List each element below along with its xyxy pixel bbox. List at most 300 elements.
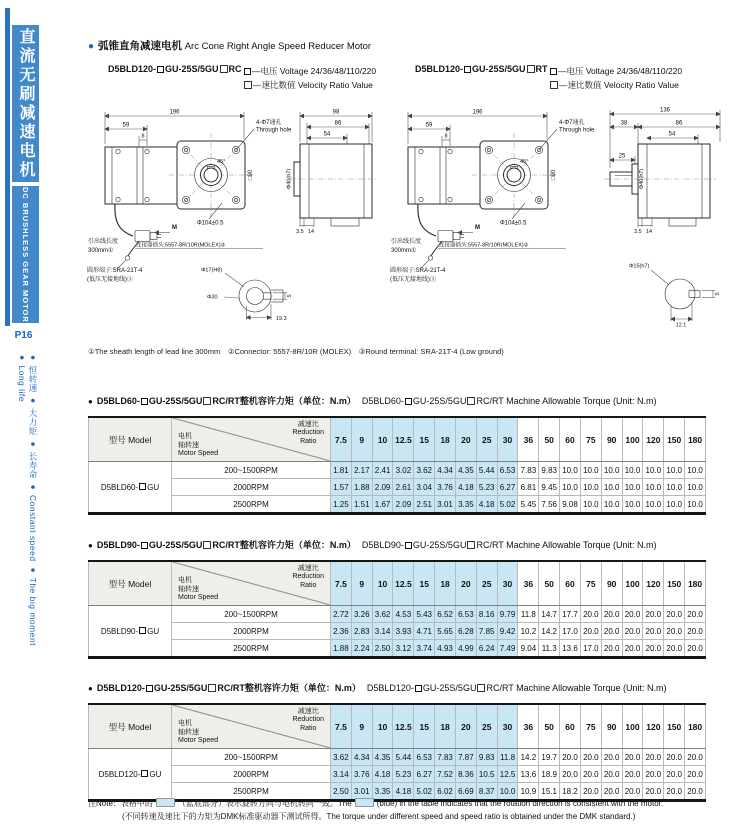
dim-label: 136 [659,107,671,114]
voltage-placeholder-square-icon [141,398,148,405]
page-title-en: Arc Cone Right Angle Speed Reducer Motor [184,41,372,52]
torque-value-cell: 18.9 [539,766,560,783]
torque-value-cell: 5.02 [414,783,435,801]
voltage-placeholder-square-icon [550,68,557,75]
torque-value-cell: 6.53 [455,606,476,623]
voltage-placeholder-square-icon [139,483,146,490]
sidebar-title-en-text: DC BRUSHLESS GEAR MOTOR [21,186,30,323]
torque-value-cell: 2.09 [393,496,414,514]
table-title-cn: GU-25S/5GU [148,540,203,550]
torque-value-cell: 20.0 [580,766,601,783]
ratio-label-en: Ratio [300,581,317,589]
motor-speed-header [178,720,218,745]
torque-value-cell: 7.49 [497,640,518,658]
dim-label: 86 [675,120,683,127]
dimension-drawing-rc [85,100,390,340]
table-title-cn: RC/RT整机容许力矩（单位：N.m） [217,683,361,693]
torque-value-cell: 4.71 [414,623,435,640]
torque-value-cell: 17.0 [560,623,581,640]
torque-value-cell: 20.0 [622,640,643,658]
shaft-diameter-label: Φ40(h7) [286,168,293,190]
ratio-value-header: 90 [601,704,622,749]
table-title-en: GU-25S/5GU [412,396,467,406]
torque-value-cell: 5.43 [414,606,435,623]
ratio-value-header: 60 [560,417,581,462]
torque-value-cell: 10.0 [664,496,685,514]
torque-value-cell: 8.37 [476,783,497,801]
ratio-value-header: 10 [372,561,393,606]
torque-value-cell: 7.52 [435,766,456,783]
ratio-value-header: 50 [539,704,560,749]
ratio-value-header: 9 [351,417,372,462]
ratio-value-header: 150 [664,417,685,462]
ratio-value-header: 120 [643,561,664,606]
bullet-icon: ● [88,41,95,52]
ratio-value-header: 50 [539,417,560,462]
torque-table [88,416,706,515]
dim-label: 3.5 [296,229,304,235]
table-row [89,749,706,766]
shaft-detail-drawing [201,268,293,323]
voltage-legend [243,64,376,78]
torque-value-cell: 20.0 [664,783,685,801]
torque-value-cell: 20.0 [643,640,664,658]
torque-value-cell: 20.0 [580,749,601,766]
ratio-value-header: 36 [518,704,539,749]
torque-value-cell: 10.0 [601,479,622,496]
ratio-value-header: 15 [414,704,435,749]
note-prefix: 注Note：表格中的 [88,799,153,808]
note-line-1 [88,797,663,810]
model-name-cell: D5BLD60- GU [89,462,172,514]
torque-value-cell: 6.28 [455,623,476,640]
table-row [89,496,706,514]
ratio-label-cn: 减速比 [297,565,319,572]
motor-speed-header [178,433,218,458]
dim-label: 14 [308,229,315,235]
sidebar-title-en [12,186,39,323]
side-view-drawing [287,110,379,236]
ratio-value-header: 7.5 [331,417,352,462]
torque-value-cell: 6.81 [518,479,539,496]
table-row [89,623,706,640]
table-title [88,538,708,551]
torque-value-cell: 20.0 [622,749,643,766]
ratio-value-header: 7.5 [331,561,352,606]
speed-label-cn: 轴转速 [178,585,199,593]
ratio-value-header: 15 [414,561,435,606]
page-title-cn: 弧锥直角减速电机 [98,40,183,52]
model-code-suffix: RC [228,64,242,74]
torque-value-cell: 10.0 [560,479,581,496]
note-en: (blue) in the table indicates that the rotation direction is consistent with the motor. [376,799,664,808]
motor-speed-cell: 2500RPM [172,496,331,514]
voltage-placeholder-square-icon [139,627,146,634]
model-code-mid: GU-25S/5GU [472,64,526,74]
torque-value-cell: 20.0 [580,623,601,640]
torque-value-cell: 3.62 [414,462,435,479]
torque-value-cell: 10.0 [580,462,601,479]
torque-value-cell: 10.0 [601,496,622,514]
torque-value-cell: 1.57 [331,479,352,496]
torque-value-cell: 10.0 [580,479,601,496]
torque-value-cell: 2.36 [331,623,352,640]
torque-value-cell: 6.02 [435,783,456,801]
torque-value-cell: 2.17 [351,462,372,479]
torque-value-cell: 2.09 [372,479,393,496]
torque-value-cell: 20.0 [685,606,706,623]
ratio-label-cn: 减速比 [297,421,319,428]
torque-value-cell: 3.12 [393,640,414,658]
torque-value-cell: 13.6 [560,640,581,658]
ratio-placeholder-square-icon [550,81,558,89]
ratio-value-header: 150 [664,704,685,749]
table-row [89,640,706,658]
torque-value-cell: 1.25 [331,496,352,514]
speed-label-cn: 电机 [178,720,192,728]
ratio-value-header: 9 [351,561,372,606]
torque-value-cell: 20.0 [601,783,622,801]
motor-speed-cell: 2500RPM [172,783,331,801]
motor-speed-cell: 2500RPM [172,640,331,658]
torque-value-cell: 20.0 [664,766,685,783]
ratio-speed-header-cell [172,704,331,749]
ratio-value-header: 180 [685,417,706,462]
bullet-icon: ● [88,684,93,693]
outer-diameter-label: Φ30 [207,294,218,301]
torque-value-cell: 10.0 [643,462,664,479]
torque-value-cell: 5.23 [476,479,497,496]
voltage-placeholder-square-icon [415,685,422,692]
torque-value-cell: 3.01 [351,783,372,801]
voltage-placeholder-square-icon [405,542,412,549]
torque-value-cell: 20.0 [643,623,664,640]
reduction-ratio-header [292,708,324,733]
torque-value-cell: 5.65 [435,623,456,640]
key-size-label: 5 [287,294,293,298]
torque-value-cell: 20.0 [601,623,622,640]
voltage-placeholder-square-icon [146,685,153,692]
ratio-value-header: 90 [601,417,622,462]
torque-value-cell: 6.52 [435,606,456,623]
dim-label: 14 [646,229,653,235]
torque-value-cell: 1.88 [351,479,372,496]
motor-speed-header [178,577,218,602]
ratio-value-header: 18 [435,417,456,462]
torque-table-section-d5bld90 [88,538,708,659]
ratio-value-header: 60 [560,561,581,606]
torque-value-cell: 20.0 [622,783,643,801]
dim-label: 54 [323,131,331,138]
ratio-legend [549,78,682,92]
ratio-value-header: 12.5 [393,704,414,749]
torque-value-cell: 1.81 [331,462,352,479]
torque-value-cell: 10.0 [560,462,581,479]
torque-value-cell: 8.16 [476,606,497,623]
keyway-width-label: 19.3 [276,316,287,322]
table-row [89,479,706,496]
table-title-cn: GU-25S/5GU [153,683,208,693]
torque-value-cell: 5.23 [393,766,414,783]
dim-label: 38 [620,120,628,127]
torque-table [88,703,706,802]
torque-value-cell: 2.50 [331,783,352,801]
torque-value-cell: 2.72 [331,606,352,623]
voltage-placeholder-square-icon [141,542,148,549]
ratio-placeholder-square-icon [203,541,211,549]
ratio-value-header: 50 [539,561,560,606]
torque-value-cell: 10.0 [685,496,706,514]
torque-value-cell: 4.93 [435,640,456,658]
torque-value-cell: 19.7 [539,749,560,766]
ratio-value-header: 100 [622,704,643,749]
ratio-value-header: 75 [580,704,601,749]
ratio-value-header: 36 [518,561,539,606]
page-title [88,38,371,53]
torque-value-cell: 3.62 [372,606,393,623]
voltage-placeholder-square-icon [244,68,251,75]
torque-value-cell: 20.0 [643,606,664,623]
shaft-diameter-label: Φ15(h7) [629,263,650,270]
torque-table [88,560,706,659]
voltage-placeholder-square-icon [464,66,471,73]
torque-value-cell: 10.0 [643,479,664,496]
ratio-value-header: 10 [372,417,393,462]
ratio-placeholder-square-icon [467,541,475,549]
torque-value-cell: 18.2 [560,783,581,801]
table-title-cn: D5BLD60- [96,396,140,406]
torque-value-cell: 20.0 [664,749,685,766]
dim-label: 3.5 [634,229,642,235]
torque-value-cell: 8.36 [455,766,476,783]
torque-value-cell: 20.0 [601,749,622,766]
torque-value-cell: 20.0 [622,766,643,783]
torque-value-cell: 3.01 [435,496,456,514]
torque-value-cell: 10.0 [622,479,643,496]
ratio-value-header: 60 [560,704,581,749]
torque-value-cell: 11.3 [539,640,560,658]
model-legend-rc [243,64,376,92]
motor-speed-cell: 200~1500RPM [172,462,331,479]
ratio-value-header: 30 [497,561,518,606]
torque-value-cell: 10.0 [580,496,601,514]
torque-value-cell: 9.04 [518,640,539,658]
torque-value-cell: 1.88 [331,640,352,658]
ratio-label-en: Reduction [292,429,324,437]
model-name-cell: D5BLD90- GU [89,606,172,658]
blue-highlight-swatch [156,798,175,807]
model-code-rc [108,64,242,74]
table-title-en: RC/RT Machine Allowable Torque (Unit: N.m) [486,683,667,693]
ratio-value-header: 12.5 [393,561,414,606]
ratio-value-header: 10 [372,704,393,749]
speed-label-en: Motor Speed [178,449,219,457]
torque-table-section-d5bld120 [88,681,708,802]
torque-value-cell: 3.35 [372,783,393,801]
model-code-suffix: RT [535,64,548,74]
torque-value-cell: 3.35 [455,496,476,514]
torque-value-cell: 3.76 [351,766,372,783]
torque-value-cell: 5.45 [518,496,539,514]
dim-label: 86 [334,120,342,127]
model-code-prefix: D5BLD120- [108,64,157,74]
torque-value-cell: 9.83 [476,749,497,766]
torque-value-cell: 10.9 [518,783,539,801]
torque-value-cell: 3.14 [372,623,393,640]
torque-value-cell: 5.02 [497,496,518,514]
table-title-en: D5BLD120- [366,683,414,693]
torque-value-cell: 13.6 [518,766,539,783]
torque-value-cell: 6.24 [476,640,497,658]
torque-value-cell: 20.0 [685,766,706,783]
torque-value-cell: 20.0 [580,606,601,623]
table-header-row [89,704,706,749]
table-note [88,797,663,823]
ratio-legend [243,78,376,92]
ratio-value-header: 75 [580,417,601,462]
sidebar-accent-bar [5,8,10,326]
table-title [88,681,708,694]
voltage-placeholder-square-icon [141,770,148,777]
torque-value-cell: 12.5 [497,766,518,783]
torque-value-cell: 2.83 [351,623,372,640]
torque-value-cell: 20.0 [664,623,685,640]
torque-value-cell: 20.0 [685,749,706,766]
torque-value-cell: 10.2 [518,623,539,640]
ratio-placeholder-square-icon [208,684,216,692]
model-column-header: 型号 Model [89,704,172,749]
voltage-legend [549,64,682,78]
torque-value-cell: 9.42 [497,623,518,640]
ratio-value-header: 100 [622,561,643,606]
torque-value-cell: 10.0 [497,783,518,801]
ratio-value-header: 20 [455,561,476,606]
table-title-cn: GU-25S/5GU [148,396,203,406]
torque-value-cell: 10.0 [685,462,706,479]
torque-value-cell: 3.14 [331,766,352,783]
torque-value-cell: 20.0 [601,766,622,783]
torque-value-cell: 4.99 [455,640,476,658]
key-size-label: 5 [715,292,721,296]
torque-value-cell: 6.53 [414,749,435,766]
model-column-header: 型号 Model [89,417,172,462]
torque-value-cell: 6.27 [414,766,435,783]
torque-value-cell: 6.27 [497,479,518,496]
ratio-placeholder-square-icon [220,65,228,73]
page-number: P16 [14,330,33,341]
speed-label-en: Motor Speed [178,736,219,744]
table-title-cn: D5BLD90- [96,540,140,550]
model-column-header: 型号 Model [89,561,172,606]
torque-value-cell: 14.7 [539,606,560,623]
dim-label: 25 [618,153,626,160]
ratio-value-header: 7.5 [331,704,352,749]
model-name-cell: D5BLD120- GU [89,749,172,801]
speed-label-cn: 电机 [178,433,192,441]
table-title-en: D5BLD60- [361,396,404,406]
speed-label-cn: 轴转速 [178,728,199,736]
torque-value-cell: 3.02 [393,462,414,479]
torque-value-cell: 4.18 [476,496,497,514]
torque-value-cell: 7.56 [539,496,560,514]
torque-value-cell: 3.74 [414,640,435,658]
table-header-row [89,417,706,462]
table-title-en: GU-25S/5GU [412,540,467,550]
torque-table-section-d5bld60 [88,394,708,515]
torque-value-cell: 2.41 [372,462,393,479]
sidebar-feature-list: ● 恒转速 ● 大力矩 ● 长寿命 ● Constant speed ● The big moment ● Long life [17,352,38,647]
model-code-mid: GU-25S/5GU [165,64,219,74]
torque-value-cell: 20.0 [685,640,706,658]
ratio-value-header: 180 [685,704,706,749]
speed-label-cn: 电机 [178,577,192,585]
torque-value-cell: 9.79 [497,606,518,623]
torque-value-cell: 7.83 [518,462,539,479]
torque-value-cell: 5.44 [476,462,497,479]
shaft-diameter-label: Φ40(h7) [639,168,645,190]
ratio-value-header: 120 [643,704,664,749]
model-code-prefix: D5BLD120- [415,64,464,74]
motor-speed-cell: 2000RPM [172,479,331,496]
ratio-value-header: 18 [435,704,456,749]
torque-value-cell: 7.83 [435,749,456,766]
torque-value-cell: 11.8 [518,606,539,623]
torque-value-cell: 10.0 [622,496,643,514]
table-title-en: RC/RT Machine Allowable Torque (Unit: N.m) [476,540,657,550]
ratio-placeholder-square-icon [203,397,211,405]
torque-value-cell: 20.0 [560,766,581,783]
ratio-value-header: 12.5 [393,417,414,462]
ratio-label-en: Ratio [300,437,317,445]
torque-value-cell: 15.1 [539,783,560,801]
torque-value-cell: 3.04 [414,479,435,496]
voltage-placeholder-square-icon [157,66,164,73]
torque-value-cell: 20.0 [601,606,622,623]
ratio-value-header: 20 [455,704,476,749]
torque-value-cell: 1.51 [351,496,372,514]
dimension-drawing-rt [388,100,725,340]
torque-value-cell: 20.0 [664,640,685,658]
torque-value-cell: 6.53 [497,462,518,479]
bullet-icon: ● [88,397,93,406]
torque-value-cell: 20.0 [643,749,664,766]
sidebar-title-cn-text: 直流无刷减速电机 [17,27,34,180]
ratio-value-header: 100 [622,417,643,462]
ratio-value-header: 36 [518,417,539,462]
motor-speed-cell: 200~1500RPM [172,749,331,766]
table-title-en: RC/RT Machine Allowable Torque (Unit: N.m) [476,396,657,406]
ratio-value-header: 30 [497,417,518,462]
torque-value-cell: 2.50 [372,640,393,658]
model-code-rt [415,64,548,74]
side-view-drawing [604,108,720,236]
torque-value-cell: 9.08 [560,496,581,514]
table-title-cn: RC/RT整机容许力矩（单位：N.m） [212,540,356,550]
motor-speed-cell: 200~1500RPM [172,606,331,623]
torque-value-cell: 10.5 [476,766,497,783]
ratio-label-en: Reduction [292,573,324,581]
table-row [89,606,706,623]
speed-label-cn: 轴转速 [178,441,199,449]
ratio-legend-text: —速比数值 Velocity Ratio Value [253,80,373,90]
ratio-placeholder-square-icon [477,684,485,692]
torque-value-cell: 20.0 [643,766,664,783]
torque-value-cell: 10.0 [664,479,685,496]
ratio-value-header: 25 [476,704,497,749]
table-row [89,462,706,479]
ratio-speed-header-cell [172,561,331,606]
dim-label: 98 [332,109,340,116]
